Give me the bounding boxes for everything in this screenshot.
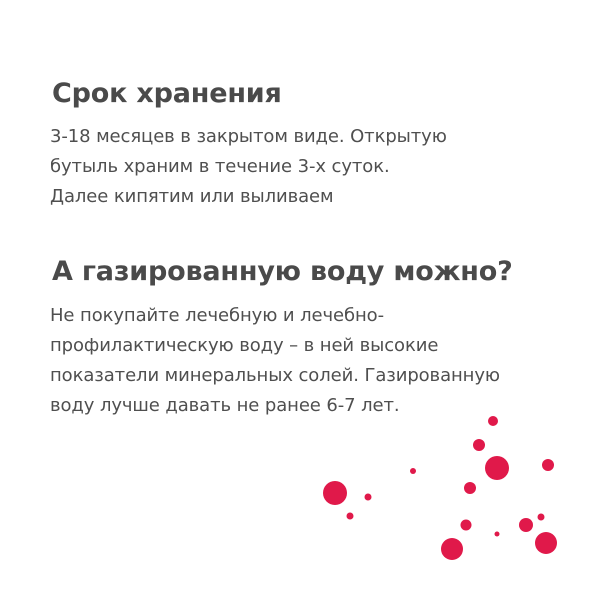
dot-icon bbox=[410, 468, 416, 474]
dot-icon bbox=[461, 520, 472, 531]
storage-text-line: 3-18 месяцев в закрытом виде. Открытую bbox=[50, 126, 447, 147]
storage-text-line: бутыль храним в течение 3-х суток. bbox=[50, 156, 390, 177]
dot-icon bbox=[542, 459, 554, 471]
dot-icon bbox=[464, 482, 476, 494]
dot-icon bbox=[441, 538, 463, 560]
dot-icon bbox=[495, 532, 500, 537]
dot-icon bbox=[485, 456, 509, 480]
sparkling-water-text bbox=[50, 301, 500, 421]
sparkling-water-text-line: профилактическую воду – в ней высокие bbox=[50, 335, 439, 356]
sparkling-water-title: А газированную воду можно? bbox=[52, 256, 513, 287]
dot-group bbox=[323, 416, 557, 560]
storage-text bbox=[50, 122, 447, 212]
dot-icon bbox=[473, 439, 485, 451]
dot-icon bbox=[323, 481, 347, 505]
storage-text-line: Далее кипятим или выливаем bbox=[50, 186, 334, 207]
dot-icon bbox=[538, 514, 545, 521]
sparkling-water-text-line: Не покупайте лечебную и лечебно- bbox=[50, 305, 384, 326]
sparkling-water-text-line: воду лучше давать не ранее 6-7 лет. bbox=[50, 395, 400, 416]
dot-icon bbox=[365, 494, 372, 501]
dot-icon bbox=[519, 518, 533, 532]
dot-icon bbox=[347, 513, 354, 520]
dot-icon bbox=[535, 532, 557, 554]
sparkling-water-text-line: показатели минеральных солей. Газированную bbox=[50, 365, 500, 386]
storage-title: Срок хранения bbox=[52, 78, 282, 109]
